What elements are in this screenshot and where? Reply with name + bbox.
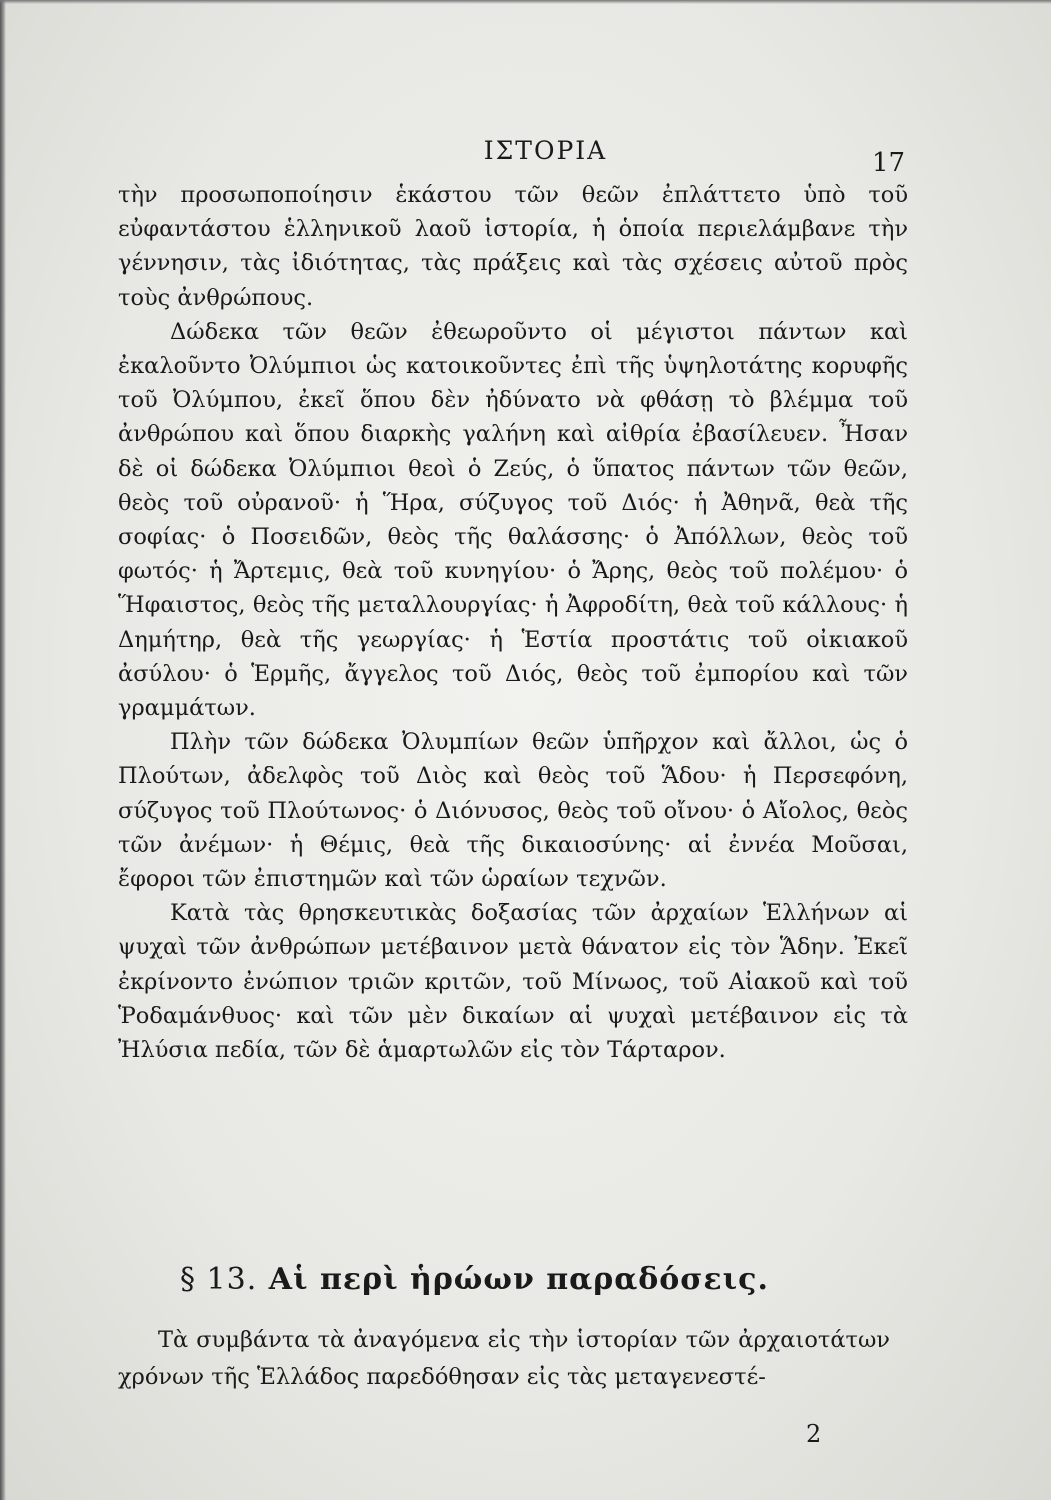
section-heading [180,1262,880,1297]
page-number: 17 [872,148,906,178]
paragraph-twelve-olympians: Δώδεκα τῶν θεῶν ἐθεωροῦντο οἱ μέγιστοι πάντων καὶ ἐκαλοῦντο Ὀλύμπιοι ὡς κατοικοῦντες ἐπὶ τῆς ὑψηλοτάτης κορυφῆς τοῦ Ὀλύμπου, ἐκεῖ ὅπου δὲν ἠδύνατο νὰ φθάσῃ τὸ βλέμμα τοῦ ἀνθρώπου καὶ ὅπου διαρκὴς γαλήνη καὶ αἰθρία ἐβασίλευεν. Ἦσαν δὲ οἱ δώδεκα Ὀλύμπιοι θεοὶ ὁ Ζεύς, ὁ ὕπατος πάντων τῶν θεῶν, θεὸς τοῦ οὐρανοῦ· ἡ Ἥρα, σύζυγος τοῦ Διός· ἡ Ἀθηνᾶ, θεὰ τῆς σοφίας· ὁ Ποσειδῶν, θεὸς τῆς θαλάσσης· ὁ Ἀπόλλων, θεὸς τοῦ φωτός· ἡ Ἄρτεμις, θεὰ τοῦ κυνηγίου· ὁ Ἄρης, θεὸς τοῦ πολέμου· ὁ Ἥφαιστος, θεὸς τῆς μεταλλουργίας· ἡ Ἀφροδίτη, θεὰ τοῦ κάλλους· ἡ Δημήτηρ, θεὰ τῆς γεωργίας· ἡ Ἑστία προστάτις τοῦ οἰκιακοῦ ἀσύλου· ὁ Ἑρμῆς, ἄγγελος τοῦ Διός, θεὸς τοῦ ἐμπορίου καὶ τῶν γραμμάτων. [118,318,908,722]
paragraph-gods-personification: τὴν προσωποποίησιν ἑκάστου τῶν θεῶν ἐπλάττετο ὑπὸ τοῦ εὐφαντάστου ἑλληνικοῦ λαοῦ ἱστορία, ἡ ὁποία περιελάμβανε τὴν γέννησιν, τὰς ἰδιότητας, τὰς πράξεις καὶ τὰς σχέσεις αὐτοῦ πρὸς τοὺς ἀνθρώπους. [118,182,908,311]
section-opening-paragraph: Τὰ συμβάντα τὰ ἀναγόμενα εἰς τὴν ἱστορίαν τῶν ἀρχαιοτάτων χρόνων τῆς Ἑλλάδος παρεδόθησαν εἰς τὰς μεταγενεστέ- [118,1327,890,1390]
section-number: § 13. [180,1262,258,1297]
paragraph-afterlife: Κατὰ τὰς θρησκευτικὰς δοξασίας τῶν ἀρχαίων Ἑλλήνων αἱ ψυχαὶ τῶν ἀνθρώπων μετέβαινον μετὰ θάνατον εἰς τὸν Ἅδην. Ἐκεῖ ἐκρίνοντο ἐνώπιον τριῶν κριτῶν, τοῦ Μίνωος, τοῦ Αἰακοῦ καὶ τοῦ Ῥοδαμάνθυος· καὶ τῶν μὲν δικαίων αἱ ψυχαὶ μετέβαινον εἰς τὰ Ἠλύσια πεδία, τῶν δὲ ἁμαρτωλῶν εἰς τὸν Τάρταρον. [118,900,908,1064]
body-text [118,178,908,1067]
section-title: Αἱ περὶ ἡρώων παραδόσεις. [268,1262,769,1297]
page-top-edge-shadow [0,0,1051,4]
running-title: ΙΣΤΟΡΙΑ [483,136,608,165]
page-edge-shadow [0,0,6,1500]
paragraph-other-gods: Πλὴν τῶν δώδεκα Ὀλυμπίων θεῶν ὑπῆρχον καὶ ἄλλοι, ὡς ὁ Πλούτων, ἀδελφὸς τοῦ Διὸς καὶ θεὸς τοῦ Ἅδου· ἡ Περσεφόνη, σύζυγος τοῦ Πλούτωνος· ὁ Διόνυσος, θεὸς τοῦ οἴνου· ὁ Αἴολος, θεὸς τῶν ἀνέμων· ἡ Θέμις, θεὰ τῆς δικαιοσύνης· αἱ ἐννέα Μοῦσαι, ἔφοροι τῶν ἐπιστημῶν καὶ τῶν ὡραίων τεχνῶν. [118,729,908,893]
signature-mark: 2 [806,1420,822,1448]
